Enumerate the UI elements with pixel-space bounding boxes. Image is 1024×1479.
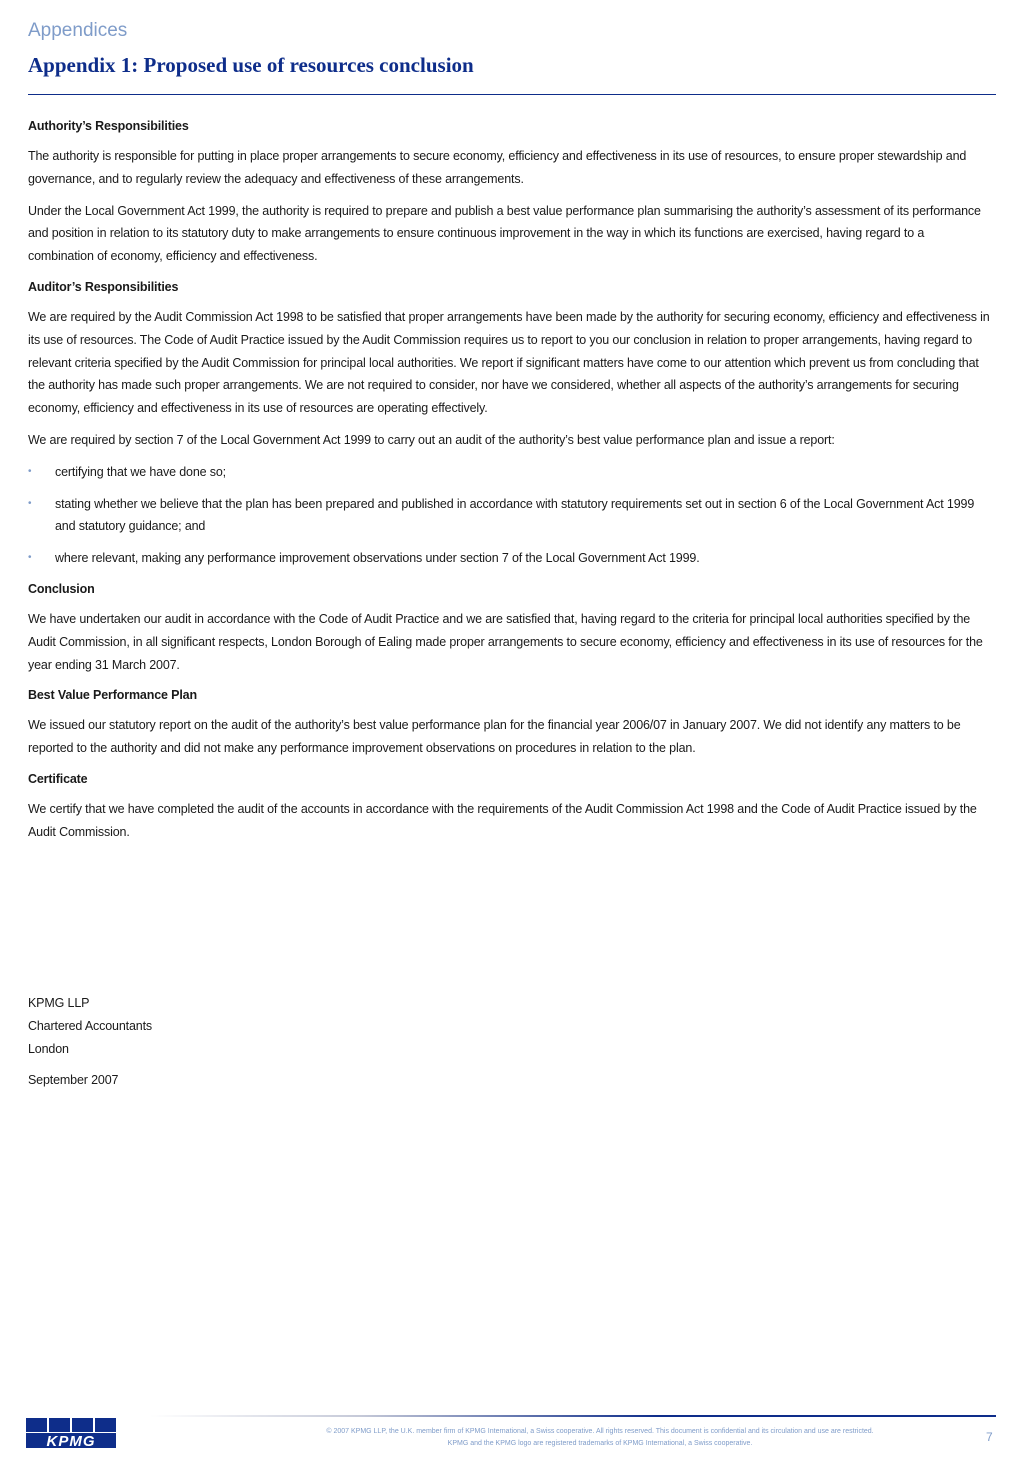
- page-title: Appendix 1: Proposed use of resources conclusion: [28, 53, 474, 77]
- signature-block: [28, 992, 152, 1092]
- signature-city: London: [28, 1041, 69, 1056]
- paragraph-certificate: We certify that we have completed the audit of the accounts in accordance with the requirements of the Audit Commission Act 1998 and the Code of Audit Practice issued by the Audit Commission.: [28, 801, 977, 839]
- copyright-line-1: © 2007 KPMG LLP, the U.K. member firm of KPMG International, a Swiss cooperative. All rights reserved. This document is confidential and its circulation and use are restricted.: [326, 1428, 874, 1435]
- list-item: [28, 493, 990, 539]
- section-label: Appendices: [28, 20, 128, 41]
- bullet-dot-icon: •: [28, 465, 32, 477]
- paragraph-conclusion: We have undertaken our audit in accordance with the Code of Audit Practice and we are satisfied that, having regard to the criteria for principal local authorities specified by the Audit Commission, in all significant respects, London Borough of Ealing made proper arrangements to secure economy, efficiency and effectiveness in its use of resources for the year ending 31 March 2007.: [28, 611, 983, 672]
- bullet-dot-icon: •: [28, 552, 32, 564]
- logo-text: KPMG: [46, 1433, 96, 1448]
- title-divider: [28, 94, 996, 95]
- heading-conclusion: Conclusion: [28, 581, 95, 596]
- list-item: [28, 547, 990, 570]
- paragraph-authority-2: Under the Local Government Act 1999, the authority is required to prepare and publish a best value performance plan summarising the authority’s assessment of its performance and position in relation to its statutory duty to make arrangements to ensure continuous improvement in the way in which its functions are exercised, having regard to a combination of economy, efficiency and effectiveness.: [28, 203, 981, 264]
- list-item-text: certifying that we have done so;: [55, 464, 226, 479]
- bullet-dot-icon: •: [28, 497, 32, 509]
- heading-certificate: Certificate: [28, 771, 88, 786]
- footer-divider: [150, 1415, 996, 1417]
- copyright-notice: [230, 1426, 970, 1450]
- list-item-text: where relevant, making any performance improvement observations under section 7 of the Local Government Act 1999.: [55, 551, 700, 566]
- signature-date: September 2007: [28, 1073, 119, 1088]
- paragraph-auditor-2: We are required by section 7 of the Local Government Act 1999 to carry out an audit of the authority’s best value performance plan and issue a report:: [28, 432, 835, 447]
- list-item: [28, 461, 990, 484]
- paragraph-authority-1: The authority is responsible for putting in place proper arrangements to secure economy, efficiency and effectiveness in its use of resources, to ensure proper stewardship and governance, and to regularly review the adequacy and effectiveness of these arrangements.: [28, 149, 967, 186]
- document-body: [28, 116, 990, 853]
- report-requirements-list: [28, 461, 990, 570]
- copyright-line-2: KPMG and the KPMG logo are registered trademarks of KPMG International, a Swiss cooperative.: [447, 1440, 753, 1447]
- heading-best-value-performance-plan: Best Value Performance Plan: [28, 688, 197, 703]
- signature-firm: KPMG LLP: [28, 996, 90, 1010]
- signature-role: Chartered Accountants: [28, 1018, 153, 1033]
- heading-authority-responsibilities: Authority’s Responsibilities: [28, 119, 189, 133]
- paragraph-auditor-1: We are required by the Audit Commission Act 1998 to be satisfied that proper arrangements have been made by the authority for securing economy, efficiency and effectiveness in its use of resources. The Code of Audit Practice issued by the Audit Commission requires us to report to you our conclusion in relation to proper arrangements, having regard to relevant criteria specified by the Audit Commission for principal local authorities. We report if significant matters have come to our attention which prevent us from concluding that the authority has made such proper arrangements. We are not required to consider, nor have we considered, whether all aspects of the authority’s arrangements for securing economy, efficiency and effectiveness in its use of resources are operating effectively.: [28, 309, 990, 416]
- kpmg-logo-icon: [26, 1418, 116, 1448]
- page-number: 7: [986, 1430, 993, 1444]
- heading-auditor-responsibilities: Auditor’s Responsibilities: [28, 279, 179, 294]
- list-item-text: stating whether we believe that the plan has been prepared and published in accordance with statutory requirements set out in section 6 of the Local Government Act 1999 and statutory guidance; and: [55, 496, 975, 534]
- paragraph-bvpp: We issued our statutory report on the audit of the authority’s best value performance plan for the financial year 2006/07 in January 2007. We did not identify any matters to be reported to the authority and did not make any performance improvement observations on procedures in relation to the plan.: [28, 718, 961, 756]
